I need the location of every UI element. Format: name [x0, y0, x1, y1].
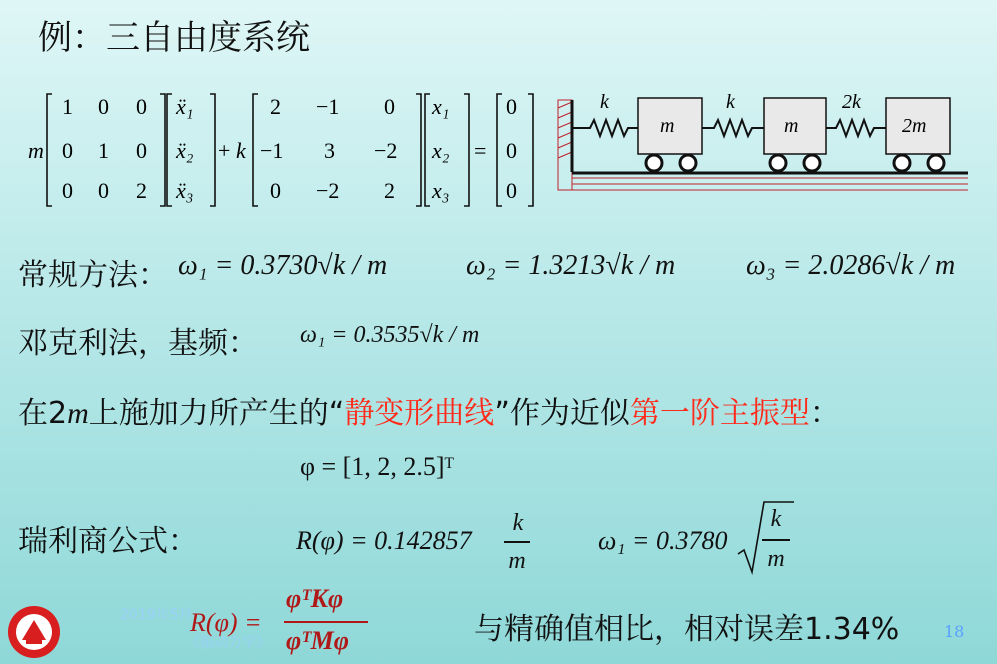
rhs-3: 0 [506, 178, 517, 203]
static-highlight1: 静变形曲线 [344, 396, 495, 431]
quotient-den: φᵀMφ [286, 626, 349, 655]
rayleigh-R-fraction-bar [504, 541, 530, 543]
static-part1-m: m [67, 397, 89, 430]
rayleigh-R: R(φ) = 0.142857 [296, 526, 472, 555]
conventional-w3: ω₃ = 2.0286√k / m [746, 250, 956, 281]
K-23: −2 [374, 138, 398, 163]
floor [572, 174, 968, 192]
spring-label-1: k [600, 91, 609, 113]
static-deflection-line [18, 388, 840, 432]
quotient-num: φᵀKφ [286, 584, 344, 613]
M-12: 0 [98, 94, 109, 119]
phi-vector: φ = [1, 2, 2.5]ᵀ [300, 452, 454, 481]
K-21: −1 [260, 138, 284, 163]
x-1: x₁ [432, 94, 450, 119]
M-33: 2 [136, 178, 147, 203]
rayleigh-R-num: k [512, 510, 524, 536]
mass-label-1: m [660, 115, 675, 137]
footer-course: 《振动力学》 [186, 635, 270, 651]
mass-label-3: 2m [902, 115, 927, 137]
stiff-coef: k [236, 138, 246, 163]
mass-spring-diagram [556, 86, 970, 196]
spring-1 [572, 120, 638, 136]
conventional-w2: ω₂ = 1.3213√k / m [466, 250, 676, 281]
spring-label-2: k [726, 91, 735, 113]
comparison-text: 与精确值相比，相对误差1.34% [474, 612, 900, 647]
rayleigh-label: 瑞利商公式： [18, 524, 198, 559]
M-23: 0 [136, 138, 147, 163]
xddot-3: ẍ₃ [176, 178, 194, 203]
static-part1: 在2 [18, 396, 68, 431]
quotient-fraction-bar [284, 621, 368, 623]
rhs-1: 0 [506, 94, 517, 119]
K-12: −1 [316, 94, 340, 119]
footer-date: 2019年5月 [120, 607, 193, 623]
K-33: 2 [384, 178, 395, 203]
rayleigh-w1-fraction-bar [762, 539, 790, 541]
x-3: x₃ [432, 178, 450, 203]
M-13: 0 [136, 94, 147, 119]
conventional-label: 常规方法： [18, 258, 168, 293]
static-part2: 上施加力所产生的“ [88, 396, 345, 431]
conventional-w1: ω₁ = 0.3730√k / m [178, 250, 388, 281]
K-13: 0 [384, 94, 395, 119]
quotient-lhs: R(φ) = [190, 608, 262, 637]
M-21: 0 [62, 138, 73, 163]
xddot-1: ẍ₁ [176, 94, 194, 119]
mass-label-2: m [784, 115, 799, 137]
spring-2 [702, 120, 764, 136]
wheels [646, 155, 944, 171]
page-number: 18 [944, 622, 965, 641]
dunkerley-label: 邓克利法，基频： [18, 326, 258, 361]
page-title: 例：三自由度系统 [38, 18, 310, 58]
M-22: 1 [98, 138, 109, 163]
matrix-equation [24, 88, 544, 213]
M-32: 0 [98, 178, 109, 203]
spring-label-3: 2k [842, 91, 861, 113]
mass-coef: m [28, 138, 44, 163]
rayleigh-R-den: m [508, 548, 526, 574]
M-31: 0 [62, 178, 73, 203]
equals-sign: = [474, 138, 487, 163]
spring-3 [826, 120, 886, 136]
rayleigh-w1-den: m [767, 546, 785, 572]
x-2: x₂ [432, 138, 450, 163]
university-logo [6, 604, 62, 660]
static-part3: ”作为近似 [494, 396, 630, 431]
K-11: 2 [270, 94, 281, 119]
K-32: −2 [316, 178, 340, 203]
static-part4: ： [809, 396, 840, 431]
xddot-2: ẍ₂ [176, 138, 194, 163]
plus-sign: + [218, 138, 231, 163]
rayleigh-w1: ω₁ = 0.3780 [598, 526, 728, 555]
dunkerley-w1: ω₁ = 0.3535√k / m [300, 322, 480, 348]
rayleigh-w1-num: k [770, 506, 782, 532]
K-31: 0 [270, 178, 281, 203]
rhs-2: 0 [506, 138, 517, 163]
M-11: 1 [62, 94, 73, 119]
K-22: 3 [324, 138, 335, 163]
static-highlight2: 第一阶主振型 [629, 396, 810, 431]
